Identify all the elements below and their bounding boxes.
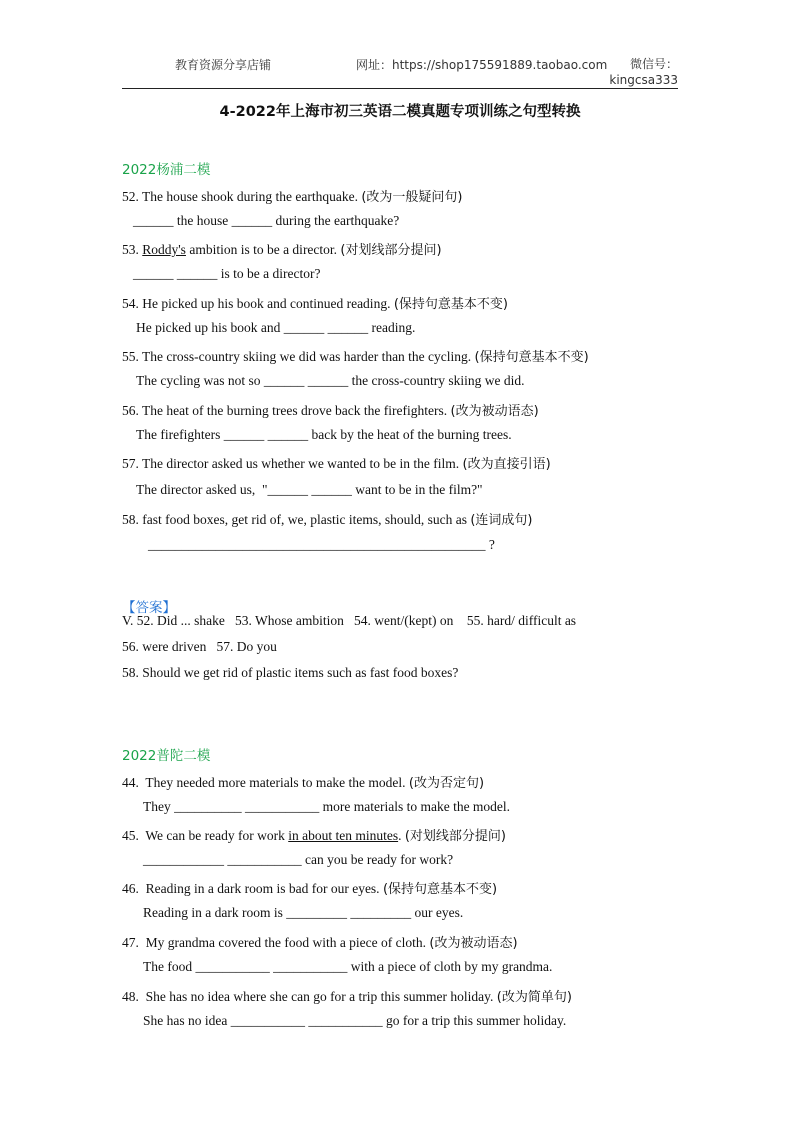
answer-blank-45: ____________ ___________ can you be ready for work? (143, 852, 454, 867)
question-instruction: (保持句意基本不变) (382, 882, 498, 897)
question-53 (122, 239, 442, 258)
question-text: 45. We can be ready for work (122, 828, 289, 843)
section-heading-yangpu: 2022杨浦二模 (122, 162, 211, 178)
question-text: 53. (122, 242, 143, 257)
answer-line: 58. Should we get rid of plastic items such as fast food boxes? (122, 665, 459, 680)
underlined-phrase: in about ten minutes (288, 828, 399, 843)
question-text: ambition is to be a director. (185, 242, 341, 257)
underlined-phrase: Roddy's (142, 242, 186, 257)
question-instruction: (连词成句) (470, 513, 533, 528)
question-instruction: (改为否定句) (408, 776, 485, 791)
question-text: 44. They needed more materials to make the model. (122, 775, 409, 790)
answer-line: 56. were driven 57. Do you (122, 639, 277, 654)
question-instruction: (改为被动语态) (429, 936, 518, 951)
question-text: 56. The heat of the burning trees drove back the firefighters. (122, 403, 451, 418)
question-55 (122, 346, 589, 365)
answer-blank-56: The firefighters ______ ______ back by the heat of the burning trees. (136, 427, 512, 442)
question-text: 58. fast food boxes, get rid of, we, plastic items, should, such as (122, 512, 471, 527)
question-instruction: (改为一般疑问句) (361, 190, 463, 205)
question-instruction: (改为直接引语) (462, 457, 551, 472)
question-instruction: (对划线部分提问) (404, 829, 506, 844)
answer-blank-54: He picked up his book and ______ ______ reading. (136, 320, 416, 335)
question-58 (122, 509, 532, 528)
question-instruction: (保持句意基本不变) (474, 350, 589, 365)
question-text: 57. The director asked us whether we wanted to be in the film. (122, 456, 463, 471)
question-text: 54. He picked up his book and continued reading. (122, 296, 394, 311)
header-shop-name: 教育资源分享店铺 (175, 58, 272, 72)
header-wechat-label: 微信号： (629, 57, 678, 71)
answer-line: V. 52. Did ... shake 53. Whose ambition 54. went/(kept) on 55. hard/ difficult as (122, 613, 577, 628)
question-text: 52. The house shook during the earthquake. (122, 189, 362, 204)
question-instruction: (对划线部分提问) (340, 243, 442, 258)
question-instruction: (保持句意基本不变) (393, 297, 508, 312)
answer-blank-55: The cycling was not so ______ ______ the cross-country skiing we did. (136, 373, 525, 388)
answer-blank-47: The food ___________ ___________ with a piece of cloth by my grandma. (143, 959, 553, 974)
question-52 (122, 186, 462, 205)
header-wechat-id: kingcsa333 (609, 73, 678, 87)
question-instruction: (改为简单句) (496, 990, 572, 1005)
question-text: 55. The cross-country skiing we did was harder than the cycling. (122, 349, 475, 364)
question-text: 46. Reading in a dark room is bad for our eyes. (122, 881, 383, 896)
question-instruction: (改为被动语态) (450, 404, 539, 419)
answer-heading: 【答案】 (122, 600, 176, 616)
question-46 (122, 878, 497, 897)
question-44 (122, 772, 484, 791)
header-url: 网址：https://shop175591889.taobao.com (356, 58, 608, 72)
question-text: 48. She has no idea where she can go for a trip this summer holiday. (122, 989, 497, 1004)
answer-blank-58: __________________________________________________ ? (148, 537, 495, 552)
answer-blank-46: Reading in a dark room is _________ _________ our eyes. (143, 905, 464, 920)
answer-blank-48: She has no idea ___________ ___________ go for a trip this summer holiday. (143, 1013, 567, 1028)
section-heading-putuo: 2022普陀二模 (122, 748, 211, 764)
question-48 (122, 986, 572, 1005)
question-54 (122, 293, 508, 312)
answer-blank-44: They __________ ___________ more materials to make the model. (143, 799, 511, 814)
answer-blank-52: ______ the house ______ during the earthquake? (133, 213, 400, 228)
question-text: 47. My grandma covered the food with a piece of cloth. (122, 935, 430, 950)
question-text: . (398, 828, 405, 843)
question-45 (122, 825, 506, 844)
question-56 (122, 400, 539, 419)
answer-blank-53: ______ ______ is to be a director? (133, 266, 321, 281)
header-wechat (609, 56, 678, 88)
question-47 (122, 932, 518, 951)
document-title: 4-2022年上海市初三英语二模真题专项训练之句型转换 (219, 104, 581, 120)
answer-blank-57: The director asked us, "______ ______ want to be in the film?" (136, 482, 483, 497)
header-divider (122, 88, 678, 89)
question-57 (122, 453, 551, 472)
